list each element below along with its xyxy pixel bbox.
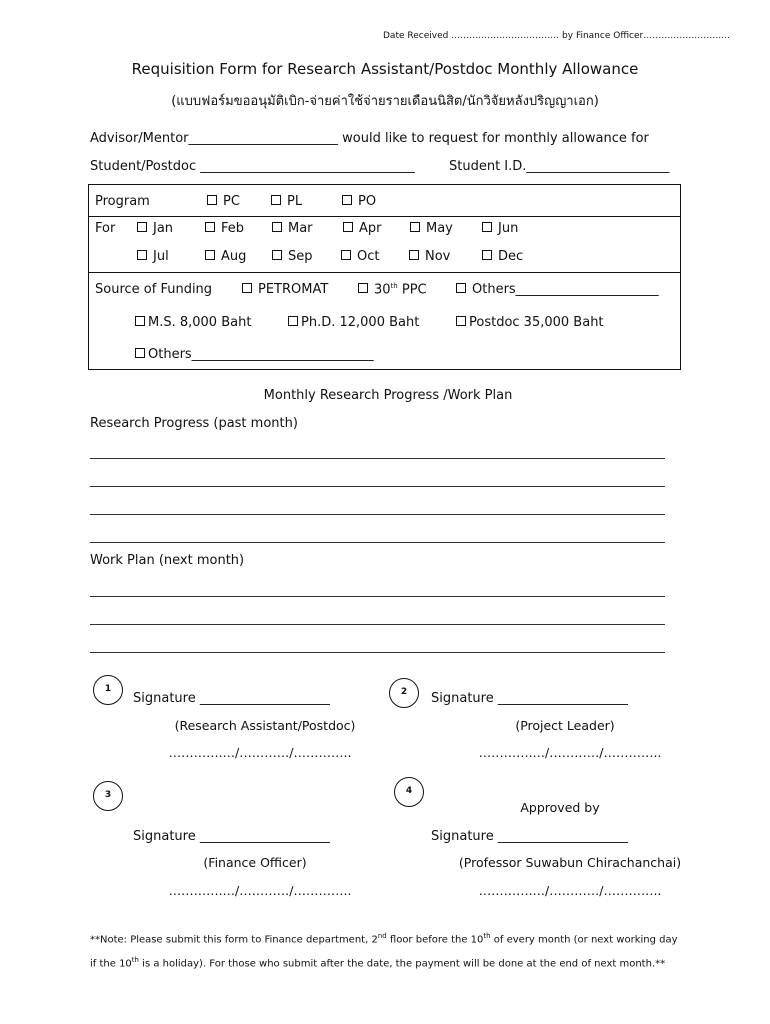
step-number-3: 3: [93, 781, 123, 811]
month-aug[interactable]: Aug: [205, 249, 246, 264]
signature-field-research-assistant[interactable]: Signature ____________________: [133, 691, 330, 706]
checkbox-icon[interactable]: [456, 316, 466, 326]
checkbox-icon[interactable]: [137, 250, 147, 260]
student-id-field[interactable]: Student I.D.______________________: [449, 159, 670, 174]
signer-role-research-assistant: (Research Assistant/Postdoc): [174, 718, 356, 733]
checkbox-icon[interactable]: [456, 283, 466, 293]
submission-note-line-2: if the 10th is a holiday). For those who submit after the date, the payment will be done at the end of next month.**: [90, 956, 666, 970]
funding-option-petromat[interactable]: PETROMAT: [242, 282, 328, 297]
program-option-pc[interactable]: PC: [207, 194, 240, 209]
advisor-field[interactable]: Advisor/Mentor_______________________ would like to request for monthly allowance for: [90, 131, 649, 146]
allowance-option-phd[interactable]: Ph.D. 12,000 Baht: [288, 315, 419, 330]
work-plan-line[interactable]: [90, 596, 665, 597]
month-nov[interactable]: Nov: [409, 249, 450, 264]
checkbox-icon[interactable]: [358, 283, 368, 293]
date-field-project-leader[interactable]: ………….…/…………/…………..: [478, 745, 662, 760]
checkbox-icon[interactable]: [288, 316, 298, 326]
allowance-option-ms[interactable]: M.S. 8,000 Baht: [135, 315, 251, 330]
month-apr[interactable]: Apr: [343, 221, 382, 236]
signature-field-finance-officer[interactable]: Signature ____________________: [133, 829, 330, 844]
work-plan-line[interactable]: [90, 624, 665, 625]
month-mar[interactable]: Mar: [272, 221, 313, 236]
research-progress-line[interactable]: [90, 542, 665, 543]
checkbox-icon[interactable]: [272, 222, 282, 232]
submission-note-line-1: **Note: Please submit this form to Finance department, 2nd floor before the 10th of every month (or next working day: [90, 932, 678, 946]
checkbox-icon[interactable]: [137, 222, 147, 232]
signer-role-approver: (Professor Suwabun Chirachanchai): [458, 855, 682, 870]
research-progress-line[interactable]: [90, 486, 665, 487]
form-title-thai: (แบบฟอร์มขออนุมัติเบิก-จ่ายค่าใช้จ่ายรายเดือนนิสิต/นักวิจัยหลังปริญญาเอก): [171, 94, 599, 109]
signer-role-project-leader: (Project Leader): [515, 718, 615, 733]
date-field-finance-officer[interactable]: ………….…/…………/…………..: [168, 883, 352, 898]
months-label: For: [95, 221, 116, 236]
checkbox-icon[interactable]: [272, 250, 282, 260]
month-jan[interactable]: Jan: [137, 221, 173, 236]
date-received-line: Date Received ……………………………… by Finance Officer………………………..: [383, 31, 730, 41]
program-option-po[interactable]: PO: [342, 194, 376, 209]
progress-heading: Monthly Research Progress /Work Plan: [263, 388, 513, 403]
step-number-4: 4: [394, 777, 424, 807]
month-sep[interactable]: Sep: [272, 249, 313, 264]
research-progress-label: Research Progress (past month): [90, 416, 298, 431]
month-may[interactable]: May: [410, 221, 453, 236]
date-field-research-assistant[interactable]: ………….…/…………/…………..: [168, 745, 352, 760]
work-plan-line[interactable]: [90, 652, 665, 653]
checkbox-icon[interactable]: [205, 250, 215, 260]
work-plan-label: Work Plan (next month): [90, 553, 245, 568]
checkbox-icon[interactable]: [135, 316, 145, 326]
research-progress-line[interactable]: [90, 458, 665, 459]
checkbox-icon[interactable]: [409, 250, 419, 260]
step-number-2: 2: [389, 678, 419, 708]
signature-field-project-leader[interactable]: Signature ____________________: [431, 691, 628, 706]
student-name-field[interactable]: Student/Postdoc _________________________________: [90, 159, 415, 174]
funding-option-ppc[interactable]: 30th PPC: [358, 282, 427, 297]
checkbox-icon[interactable]: [205, 222, 215, 232]
checkbox-icon[interactable]: [341, 250, 351, 260]
form-title: Requisition Form for Research Assistant/Postdoc Monthly Allowance: [131, 60, 639, 78]
checkbox-icon[interactable]: [271, 195, 281, 205]
checkbox-icon[interactable]: [410, 222, 420, 232]
signature-field-approver[interactable]: Signature ____________________: [431, 829, 628, 844]
month-jun[interactable]: Jun: [482, 221, 518, 236]
signer-role-finance-officer: (Finance Officer): [203, 855, 307, 870]
research-progress-line[interactable]: [90, 514, 665, 515]
checkbox-icon[interactable]: [482, 222, 492, 232]
month-jul[interactable]: Jul: [137, 249, 169, 264]
month-oct[interactable]: Oct: [341, 249, 379, 264]
program-month-box: [88, 184, 681, 273]
allowance-option-others[interactable]: Others____________________________: [135, 347, 374, 362]
program-option-pl[interactable]: PL: [271, 194, 302, 209]
checkbox-icon[interactable]: [343, 222, 353, 232]
checkbox-icon[interactable]: [242, 283, 252, 293]
program-label: Program: [95, 194, 150, 209]
funding-option-others[interactable]: Others______________________: [456, 282, 659, 297]
checkbox-icon[interactable]: [207, 195, 217, 205]
checkbox-icon[interactable]: [342, 195, 352, 205]
checkbox-icon[interactable]: [135, 348, 145, 358]
funding-label: Source of Funding: [95, 282, 213, 297]
approved-by-label: Approved by: [520, 800, 600, 815]
allowance-option-postdoc[interactable]: Postdoc 35,000 Baht: [456, 315, 604, 330]
step-number-1: 1: [93, 675, 123, 705]
date-field-approver[interactable]: ………….…/…………/…………..: [478, 883, 662, 898]
program-divider: [88, 216, 681, 217]
month-feb[interactable]: Feb: [205, 221, 244, 236]
month-dec[interactable]: Dec: [482, 249, 523, 264]
checkbox-icon[interactable]: [482, 250, 492, 260]
